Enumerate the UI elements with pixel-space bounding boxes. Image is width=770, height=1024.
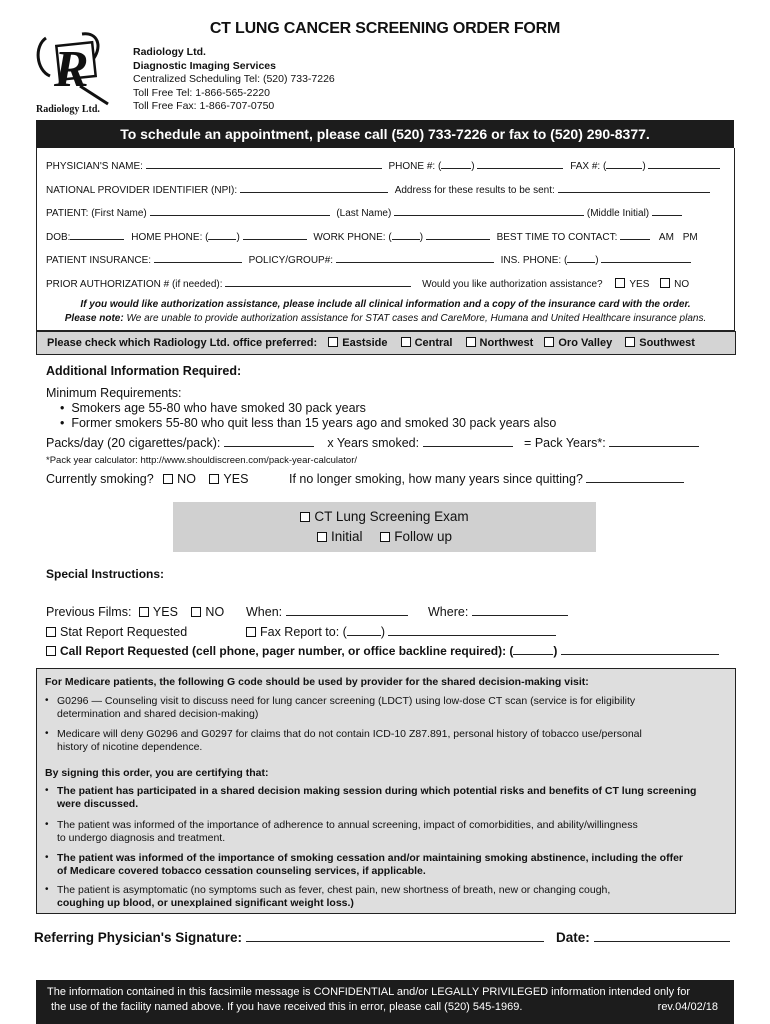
policy-field[interactable] (336, 253, 494, 263)
first-name-field[interactable] (150, 206, 330, 216)
fax-report-field[interactable] (388, 626, 556, 636)
last-name-label: (Last Name) (336, 208, 392, 219)
requirement-2: • Former smokers 55-80 who quit less than 15 years ago and smoked 30 pack years also (60, 416, 557, 430)
please-note-label: Please note: (64, 313, 124, 324)
ins-phone-label: INS. PHONE: ( (500, 255, 568, 266)
fax-report-row: Fax Report to: ( ) (246, 625, 556, 639)
work-phone-label: WORK PHONE: ( (313, 232, 392, 243)
office-eastside-label: Eastside (342, 337, 388, 349)
currently-smoking-label: Currently smoking? (46, 472, 154, 486)
deny-line-1: Medicare will deny G0296 and G0297 for claims that do not contain ICD-10 Z87.891, personal history of tobacco use/personal (57, 728, 642, 740)
packs-day-label: Packs/day (20 cigarettes/pack): (46, 436, 221, 450)
insurance-label: PATIENT INSURANCE: (46, 255, 152, 266)
where-label: Where: (428, 605, 469, 619)
requirement-2-text: Former smokers 55-80 who quit less than 15 years ago and smoked 30 pack years also (71, 416, 557, 430)
signature-label: Referring Physician's Signature: (34, 930, 243, 945)
ct-lung-exam-label: CT Lung Screening Exam (314, 509, 469, 524)
physician-name-label: PHYSICIAN'S NAME: (46, 161, 143, 172)
requirement-1: • Smokers age 55-80 who have smoked 30 pack years (60, 401, 366, 415)
bullet-icon: • (45, 785, 49, 796)
follow-up-label: Follow up (394, 529, 453, 544)
phone-label: PHONE #: ( (388, 161, 442, 172)
office-northwest-checkbox[interactable] (466, 337, 476, 347)
years-smoked-field[interactable] (423, 437, 513, 447)
medicare-box (36, 668, 736, 914)
certify-heading: By signing this order, you are certifying that: (45, 767, 269, 779)
prior-auth-field[interactable] (225, 277, 411, 287)
g0296-line-2: determination and shared decision-making) (57, 707, 259, 720)
work-phone-field[interactable] (426, 230, 490, 240)
contact-row: DOB: HOME PHONE: ( ) WORK PHONE: ( ) BEST TIME TO CONTACT: AM PM (46, 232, 698, 243)
requirement-1-text: Smokers age 55-80 who have smoked 30 pack years (71, 401, 366, 415)
prior-auth-label: PRIOR AUTHORIZATION # (if needed): (46, 279, 223, 290)
npi-row (46, 183, 710, 196)
special-heading: Special Instructions: (46, 567, 165, 581)
films-no-checkbox[interactable] (191, 607, 201, 617)
auth-question: Would you like authorization assistance? (422, 279, 603, 290)
pack-calculator-note: *Pack year calculator: http://www.shouldiscreen.com/pack-year-calculator/ (46, 455, 357, 466)
previous-films-row (46, 605, 224, 619)
call-report-area-field[interactable] (513, 645, 553, 655)
exam-box (173, 502, 596, 552)
scheduling-phone: Centralized Scheduling Tel: (520) 733-7226 (133, 73, 335, 85)
date-label: Date: (556, 930, 590, 945)
bullet-icon: • (45, 819, 49, 830)
phone-area-field[interactable] (441, 159, 471, 169)
follow-up-checkbox[interactable] (380, 532, 390, 542)
medicare-heading: For Medicare patients, the following G code should be used by provider for the shared decision-making visit: (45, 676, 589, 688)
company-info (133, 46, 335, 114)
fax-field[interactable] (648, 159, 720, 169)
fax-report-checkbox[interactable] (246, 627, 256, 637)
certify-2-line-1: The patient was informed of the importance of adherence to annual screening, impact of comorbidities, and ability/willingness (57, 819, 638, 831)
packs-row (46, 436, 699, 450)
please-note-text: We are unable to provide authorization assistance for STAT cases and CareMore, Humana and United Healthcare insurance plans. (126, 313, 707, 324)
date-field[interactable] (594, 929, 730, 942)
office-preference-bar (36, 331, 736, 355)
best-time-label: BEST TIME TO CONTACT: (496, 232, 618, 243)
insurance-row: PATIENT INSURANCE: POLICY/GROUP#: INS. PHONE: ( ) (46, 253, 691, 266)
fax-report-label: Fax Report to: ( (260, 625, 347, 639)
fax-report-area-field[interactable] (347, 626, 381, 636)
quit-row (289, 472, 684, 486)
certify-2-line-2: to undergo diagnosis and treatment. (57, 831, 226, 844)
auth-no-label: NO (674, 279, 690, 290)
currently-smoking-row (46, 472, 248, 486)
confidential-footer (36, 980, 734, 1024)
auth-yes-label: YES (629, 279, 650, 290)
when-field[interactable] (286, 606, 408, 616)
smoking-yes-checkbox[interactable] (209, 474, 219, 484)
g0296-line-1: G0296 — Counseling visit to discuss need for lung cancer screening (LDCT) using low-dose CT scan (service is for eligibility (57, 695, 636, 707)
logo-text: Radiology Ltd. (36, 104, 100, 115)
min-requirements: Minimum Requirements: (46, 386, 182, 400)
auth-no-checkbox[interactable] (660, 278, 670, 288)
stat-row (46, 625, 187, 639)
logo-letter: R (54, 41, 89, 98)
fax-area-field[interactable] (606, 159, 642, 169)
address-label: Address for these results to be sent: (394, 185, 555, 196)
quit-question: If no longer smoking, how many years since quitting? (289, 472, 583, 486)
certify-item-1 (57, 785, 696, 810)
home-phone-label: HOME PHONE: ( (131, 232, 209, 243)
initial-label: Initial (330, 529, 363, 544)
pack-years-label: = Pack Years*: (524, 436, 606, 450)
films-yes-label: YES (152, 605, 178, 619)
where-field[interactable] (472, 606, 568, 616)
when-row (246, 605, 408, 619)
certify-item-3 (57, 852, 683, 877)
ins-phone-field[interactable] (601, 253, 691, 263)
footer-line-2: the use of the facility named above. If you have received this in error, please call (520) 545-1969. (51, 1001, 523, 1013)
signature-row (34, 929, 544, 945)
office-northwest-label: Northwest (479, 337, 534, 349)
when-label: When: (246, 605, 283, 619)
office-southwest-checkbox[interactable] (625, 337, 635, 347)
bullet-icon: • (45, 852, 49, 863)
phone-field[interactable] (477, 159, 563, 169)
smoking-no-checkbox[interactable] (163, 474, 173, 484)
office-central-checkbox[interactable] (401, 337, 411, 347)
middle-initial-label: (Middle Initial) (586, 208, 650, 219)
where-row (428, 605, 568, 619)
bullet-icon: • (45, 695, 49, 706)
pack-years-field[interactable] (609, 437, 699, 447)
stat-checkbox[interactable] (46, 627, 56, 637)
fax-label: FAX #: ( (570, 161, 607, 172)
please-note-row (36, 313, 735, 324)
home-phone-field[interactable] (243, 230, 307, 240)
certify-4-line-2: coughing up blood, or unexplained significant weight loss.) (57, 896, 354, 909)
toll-free-tel: Toll Free Tel: 1-866-565-2220 (133, 86, 270, 99)
ct-lung-exam-checkbox[interactable] (300, 512, 310, 522)
physician-name-field[interactable] (146, 159, 382, 169)
policy-label: POLICY/GROUP#: (248, 255, 334, 266)
middle-initial-field[interactable] (652, 206, 682, 216)
bullet-icon: • (45, 884, 49, 895)
office-oro-valley-checkbox[interactable] (544, 337, 554, 347)
form-title: CT LUNG CANCER SCREENING ORDER FORM (209, 20, 561, 37)
patient-name-row (46, 206, 682, 219)
pm-option[interactable]: PM (682, 232, 698, 243)
office-southwest-label: Southwest (639, 337, 695, 349)
call-report-checkbox[interactable] (46, 646, 56, 656)
first-name-label: PATIENT: (First Name) (46, 208, 147, 219)
certify-3-line-1: The patient was informed of the importance of smoking cessation and/or maintaining smoking abstinence, including the offer (57, 852, 683, 864)
work-phone-area-field[interactable] (392, 230, 420, 240)
prior-auth-row (46, 277, 689, 290)
films-yes-checkbox[interactable] (139, 607, 149, 617)
dob-label: DOB: (46, 232, 71, 243)
call-report-field[interactable] (561, 645, 719, 655)
deny-item (57, 728, 642, 753)
certify-item-4 (57, 884, 610, 909)
films-no-label: NO (205, 605, 225, 619)
auth-yes-checkbox[interactable] (615, 278, 625, 288)
additional-heading: Additional Information Required: (46, 364, 242, 378)
certify-3-line-2: of Medicare covered tobacco cessation counseling services, if applicable. (57, 864, 426, 877)
company-division: Diagnostic Imaging Services (133, 59, 276, 72)
quit-years-field[interactable] (586, 473, 684, 483)
bullet-icon: • (45, 728, 49, 739)
am-option[interactable]: AM (658, 232, 674, 243)
office-label: Please check which Radiology Ltd. office preferred: (47, 337, 318, 349)
office-central-label: Central (414, 337, 453, 349)
signature-field[interactable] (246, 929, 544, 942)
last-name-field[interactable] (394, 206, 584, 216)
physician-name-row: PHYSICIAN'S NAME: PHONE #: ( ) FAX #: ( ) (46, 159, 720, 172)
npi-label: NATIONAL PROVIDER IDENTIFIER (NPI): (46, 185, 238, 196)
dob-field[interactable] (70, 230, 124, 240)
schedule-banner: To schedule an appointment, please call (520) 733-7226 or fax to (520) 290-8377. (36, 120, 734, 148)
certify-4-line-1: The patient is asymptomatic (no symptoms such as fever, chest pain, new shortness of breath, new or changing cough, (57, 884, 611, 896)
address-field[interactable] (558, 183, 710, 193)
toll-free-fax: Toll Free Fax: 1-866-707-0750 (133, 100, 275, 112)
initial-checkbox[interactable] (317, 532, 327, 542)
home-phone-area-field[interactable] (208, 230, 236, 240)
revision-date: rev.04/02/18 (657, 1001, 718, 1013)
deny-line-2: history of nicotine dependence. (57, 740, 203, 753)
office-eastside-checkbox[interactable] (328, 337, 338, 347)
call-report-row: Call Report Requested (cell phone, pager number, or office backline required): ( ) (46, 644, 719, 658)
g0296-item (57, 695, 635, 720)
office-oro-valley-label: Oro Valley (558, 337, 613, 349)
auth-note: If you would like authorization assistance, please include all clinical information and a copy of the insurance card with the order. (80, 299, 691, 310)
insurance-field[interactable] (154, 253, 242, 263)
smoking-no-label: NO (177, 472, 196, 486)
smoking-yes-label: YES (223, 472, 249, 486)
packs-day-field[interactable] (224, 437, 314, 447)
stat-label: Stat Report Requested (60, 625, 188, 639)
company-name: Radiology Ltd. (133, 46, 206, 58)
date-row (556, 929, 730, 945)
footer-line-1: The information contained in this facsimile message is CONFIDENTIAL and/or LEGALLY PRIVILEGED information intended only for (47, 986, 690, 998)
best-time-field[interactable] (620, 230, 650, 240)
certify-1-line-1: The patient has participated in a shared decision making session during which potential risks and benefits of CT lung screening (57, 785, 697, 797)
certify-1-line-2: were discussed. (57, 797, 139, 810)
npi-field[interactable] (240, 183, 388, 193)
years-smoked-label: x Years smoked: (327, 436, 420, 450)
previous-films-label: Previous Films: (46, 605, 132, 619)
ins-phone-area-field[interactable] (567, 253, 595, 263)
call-report-label: Call Report Requested (cell phone, pager number, or office backline required): ( (60, 644, 514, 658)
certify-item-2 (57, 819, 638, 844)
